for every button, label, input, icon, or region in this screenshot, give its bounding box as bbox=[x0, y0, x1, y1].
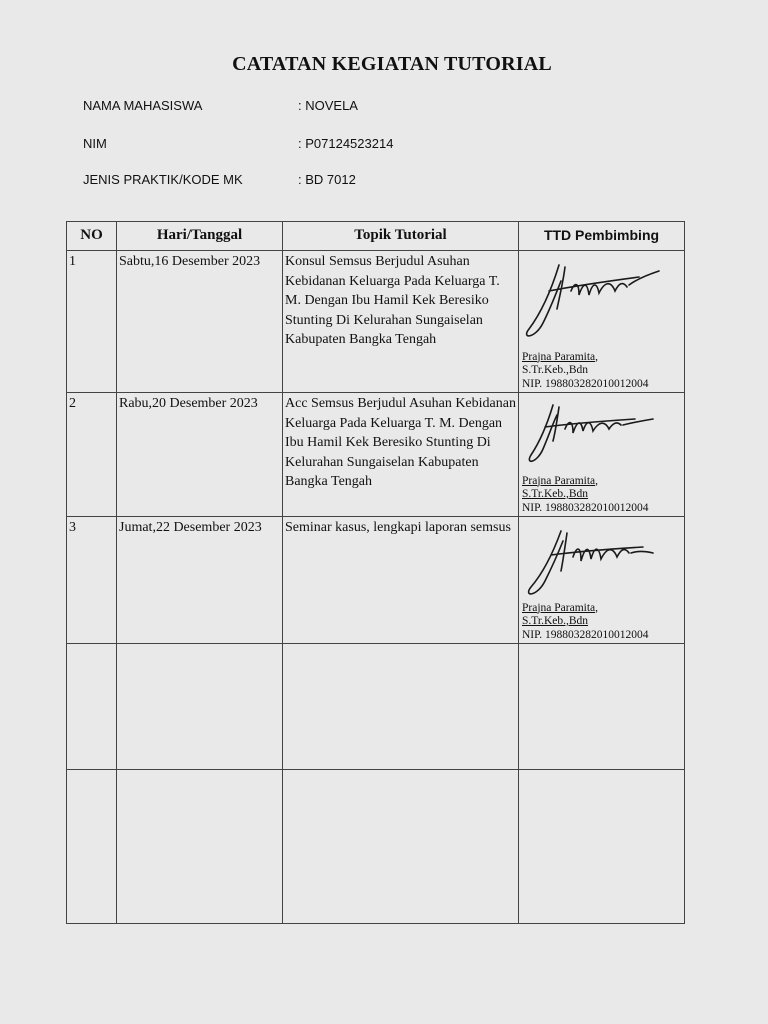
empty-table-row bbox=[67, 770, 685, 924]
header-date: Hari/Tanggal bbox=[117, 222, 283, 251]
row-date: Rabu,20 Desember 2023 bbox=[117, 393, 283, 517]
table-row bbox=[67, 393, 685, 517]
info-label: NAMA MAHASISWA bbox=[83, 98, 203, 113]
row-topic: Acc Semsus Berjudul Asuhan Kebidanan Keluarga Pada Keluarga T. M. Dengan Ibu Hamil Kek Beresiko Stunting Di Kelurahan Sungaiselan Kabupaten Bangka Tengah bbox=[283, 393, 519, 517]
table-row bbox=[67, 517, 685, 644]
info-value: : BD 7012 bbox=[298, 172, 356, 187]
handwritten-signature bbox=[519, 251, 685, 351]
signature-cell bbox=[519, 393, 685, 517]
handwritten-signature bbox=[519, 517, 685, 603]
handwritten-signature bbox=[519, 393, 685, 473]
signer-name: Prajna Paramita, bbox=[522, 474, 599, 487]
signer-title: S.Tr.Keb.,Bdn bbox=[522, 615, 589, 627]
table-header-row bbox=[67, 222, 685, 251]
tutorial-log-table bbox=[66, 221, 685, 924]
row-date: Sabtu,16 Desember 2023 bbox=[117, 251, 283, 393]
row-topic: Seminar kasus, lengkapi laporan semsus bbox=[283, 517, 519, 644]
signer-title: S.Tr.Keb.,Bdn bbox=[522, 364, 589, 376]
row-topic: Konsul Semsus Berjudul Asuhan Kebidanan Keluarga Pada Keluarga T. M. Dengan Ibu Hamil Kek Beresiko Stunting Di Kelurahan Sungaiselan Kabupaten Bangka Tengah bbox=[283, 251, 519, 393]
row-no: 3 bbox=[67, 517, 117, 644]
info-label: JENIS PRAKTIK/KODE MK bbox=[83, 172, 243, 187]
info-value: : NOVELA bbox=[298, 98, 358, 113]
header-topic: Topik Tutorial bbox=[283, 222, 519, 251]
table-row bbox=[67, 251, 685, 393]
row-no: 1 bbox=[67, 251, 117, 393]
signer-block bbox=[522, 475, 649, 516]
signer-nip: NIP. 198803282010012004 bbox=[522, 628, 649, 641]
signature-cell bbox=[519, 251, 685, 393]
info-label: NIM bbox=[83, 136, 107, 151]
signer-block bbox=[522, 351, 649, 392]
empty-table-row bbox=[67, 644, 685, 770]
signer-nip: NIP. 198803282010012004 bbox=[522, 377, 649, 390]
header-no: NO bbox=[67, 222, 117, 251]
row-date: Jumat,22 Desember 2023 bbox=[117, 517, 283, 644]
signer-block bbox=[522, 602, 649, 643]
info-value: : P07124523214 bbox=[298, 136, 394, 151]
signer-name: Prajna Paramita, bbox=[522, 601, 599, 614]
header-signature: TTD Pembimbing bbox=[519, 222, 685, 251]
signature-cell bbox=[519, 517, 685, 644]
signer-name: Prajna Paramita, bbox=[522, 350, 599, 363]
row-no: 2 bbox=[67, 393, 117, 517]
signer-title: S.Tr.Keb.,Bdn bbox=[522, 488, 589, 500]
signer-nip: NIP. 198803282010012004 bbox=[522, 501, 649, 514]
document-title: CATATAN KEGIATAN TUTORIAL bbox=[232, 53, 552, 75]
